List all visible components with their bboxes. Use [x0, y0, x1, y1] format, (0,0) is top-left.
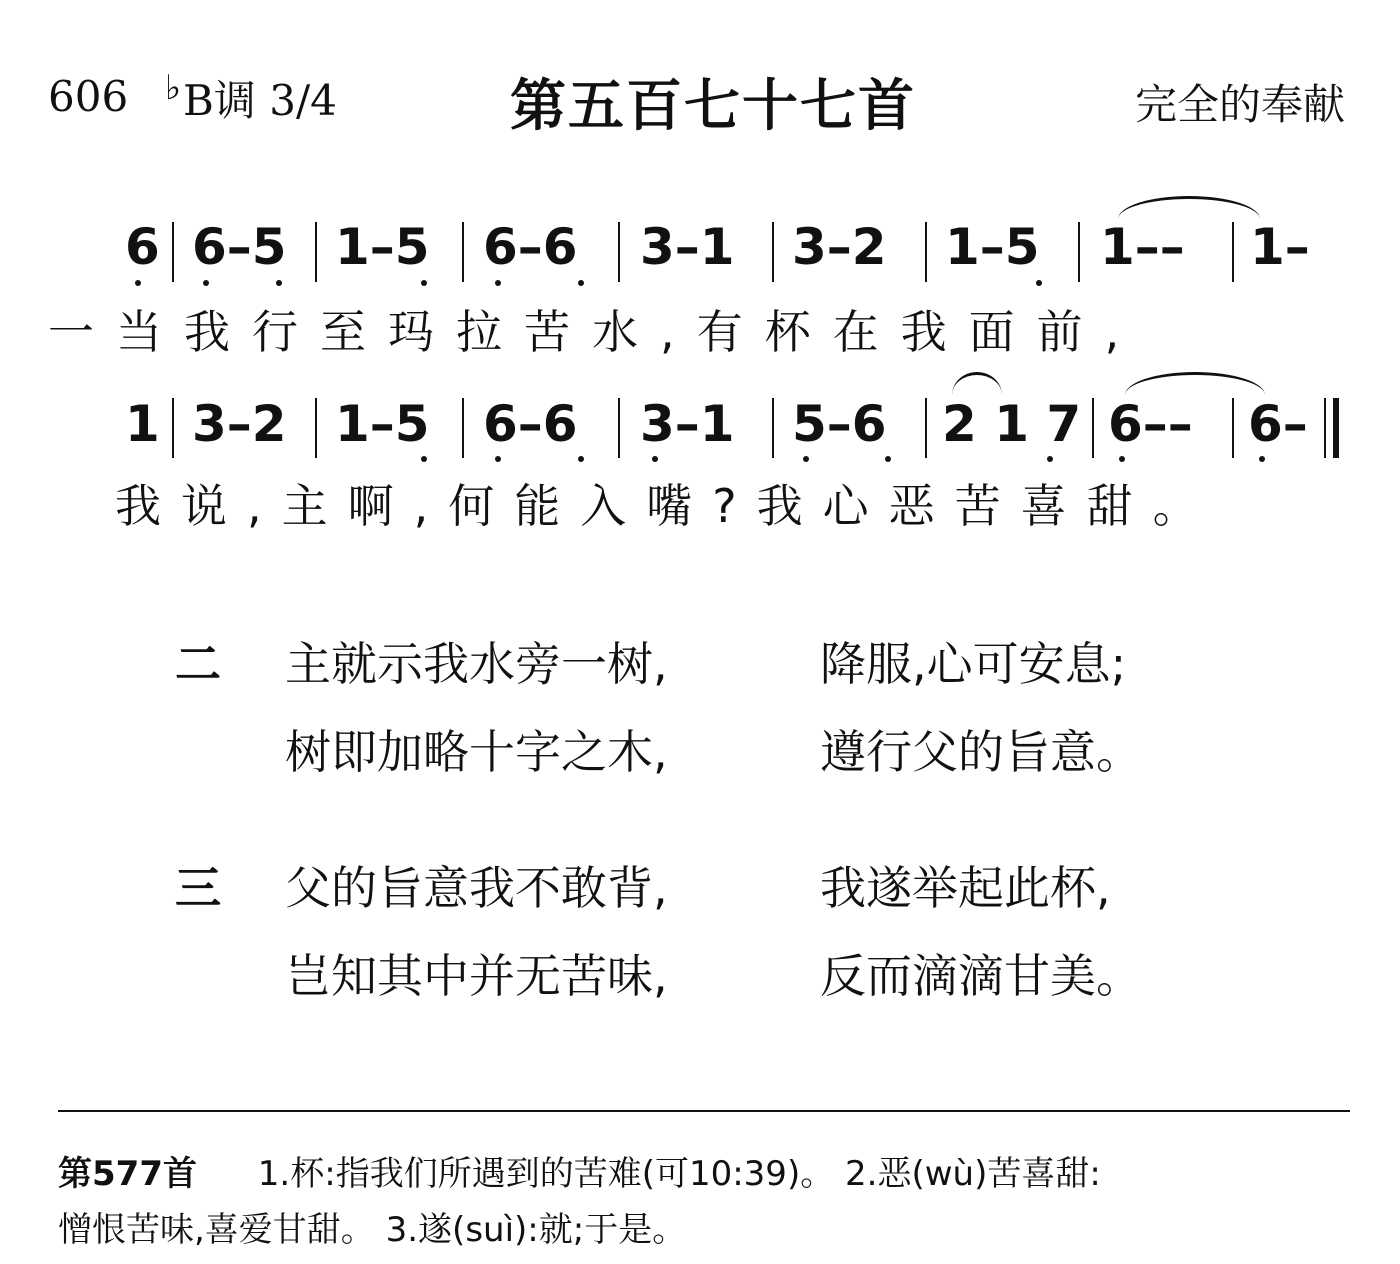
key-signature: [165, 68, 337, 128]
barline: [462, 222, 464, 282]
verse-2-line-a: 主就示我水旁一树,: [285, 637, 668, 691]
barline: [925, 222, 927, 282]
barline: [315, 398, 317, 458]
octave-dot: [578, 280, 584, 286]
verse-2-line-c: 树即加略十字之木,: [285, 725, 668, 779]
octave-dot: [421, 280, 427, 286]
footnote-label: 第577首: [58, 1154, 197, 1194]
verse-3-line-d: 反而滴滴甘美。: [820, 949, 1142, 1003]
barline: [462, 398, 464, 458]
verse-number-3: 三: [175, 861, 221, 915]
tie: [952, 372, 1002, 395]
lyric-line-2: 我说,主啊,何能入嘴?我心恶苦喜甜。: [115, 479, 1219, 533]
note: 3–2: [192, 395, 287, 453]
note: 6–5: [192, 218, 287, 276]
tie: [1118, 196, 1260, 219]
octave-dot: [1047, 456, 1053, 462]
note: 6–6: [483, 395, 578, 453]
octave-dot: [578, 456, 584, 462]
barline: [172, 398, 174, 458]
hymn-subtitle: 完全的奉献: [1134, 80, 1345, 129]
footnote-line-1: [58, 1146, 1101, 1195]
note: 6––: [1108, 395, 1193, 453]
verse-number-2: 二: [175, 637, 221, 691]
barline: [618, 398, 620, 458]
note: 1–: [1250, 218, 1310, 276]
note: 3–1: [640, 218, 735, 276]
note: 3–1: [640, 395, 735, 453]
footnote-divider: [58, 1110, 1350, 1112]
barline: [618, 222, 620, 282]
note: 1–5: [335, 218, 430, 276]
barline: [1232, 398, 1234, 458]
note: 6–: [1248, 395, 1308, 453]
octave-dot: [1119, 456, 1125, 462]
verse-3-line-a: 父的旨意我不敢背,: [285, 861, 668, 915]
octave-dot: [203, 280, 209, 286]
verse-3-line-c: 岂知其中并无苦味,: [285, 949, 668, 1003]
octave-dot: [421, 456, 427, 462]
barline: [1078, 222, 1080, 282]
page-title: 第五百七十七首: [510, 74, 916, 139]
flat-symbol: ♭: [165, 68, 182, 108]
barline: [172, 222, 174, 282]
barline: [1092, 398, 1094, 458]
final-barline-thin: [1324, 398, 1326, 458]
octave-dot: [495, 456, 501, 462]
footnote-text-1: 1.杯:指我们所遇到的苦难(可10:39)。 2.恶(wù)苦喜甜:: [257, 1154, 1101, 1194]
octave-dot: [495, 280, 501, 286]
note: 1–5: [945, 218, 1040, 276]
octave-dot: [1036, 280, 1042, 286]
barline: [315, 222, 317, 282]
octave-dot: [276, 280, 282, 286]
barline: [1232, 222, 1234, 282]
note: 3–2: [792, 218, 887, 276]
final-barline-thick: [1333, 398, 1339, 458]
note: 1––: [1100, 218, 1185, 276]
note: 6–6: [483, 218, 578, 276]
verse-3-line-b: 我遂举起此杯,: [820, 861, 1111, 915]
note: 1: [125, 395, 160, 453]
footnote-line-2: 憎恨苦味,喜爱甘甜。 3.遂(suì):就;于是。: [58, 1210, 687, 1250]
octave-dot: [885, 456, 891, 462]
note: 1–5: [335, 395, 430, 453]
note: 6: [125, 218, 160, 276]
octave-dot: [1259, 456, 1265, 462]
note: 2 1 7: [942, 395, 1082, 453]
verse-2-line-d: 遵行父的旨意。: [820, 725, 1142, 779]
octave-dot: [803, 456, 809, 462]
key-text: B调 3/4: [183, 76, 337, 125]
barline: [772, 398, 774, 458]
hymn-number: 606: [48, 72, 129, 121]
octave-dot: [652, 456, 658, 462]
tie: [1125, 372, 1265, 395]
note: 5–6: [792, 395, 887, 453]
barline: [772, 222, 774, 282]
barline: [925, 398, 927, 458]
verse-2-line-b: 降服,心可安息;: [820, 637, 1127, 691]
lyric-line-1: 一当我行至玛拉苦水,有杯在我面前,: [48, 305, 1142, 359]
octave-dot: [135, 280, 141, 286]
